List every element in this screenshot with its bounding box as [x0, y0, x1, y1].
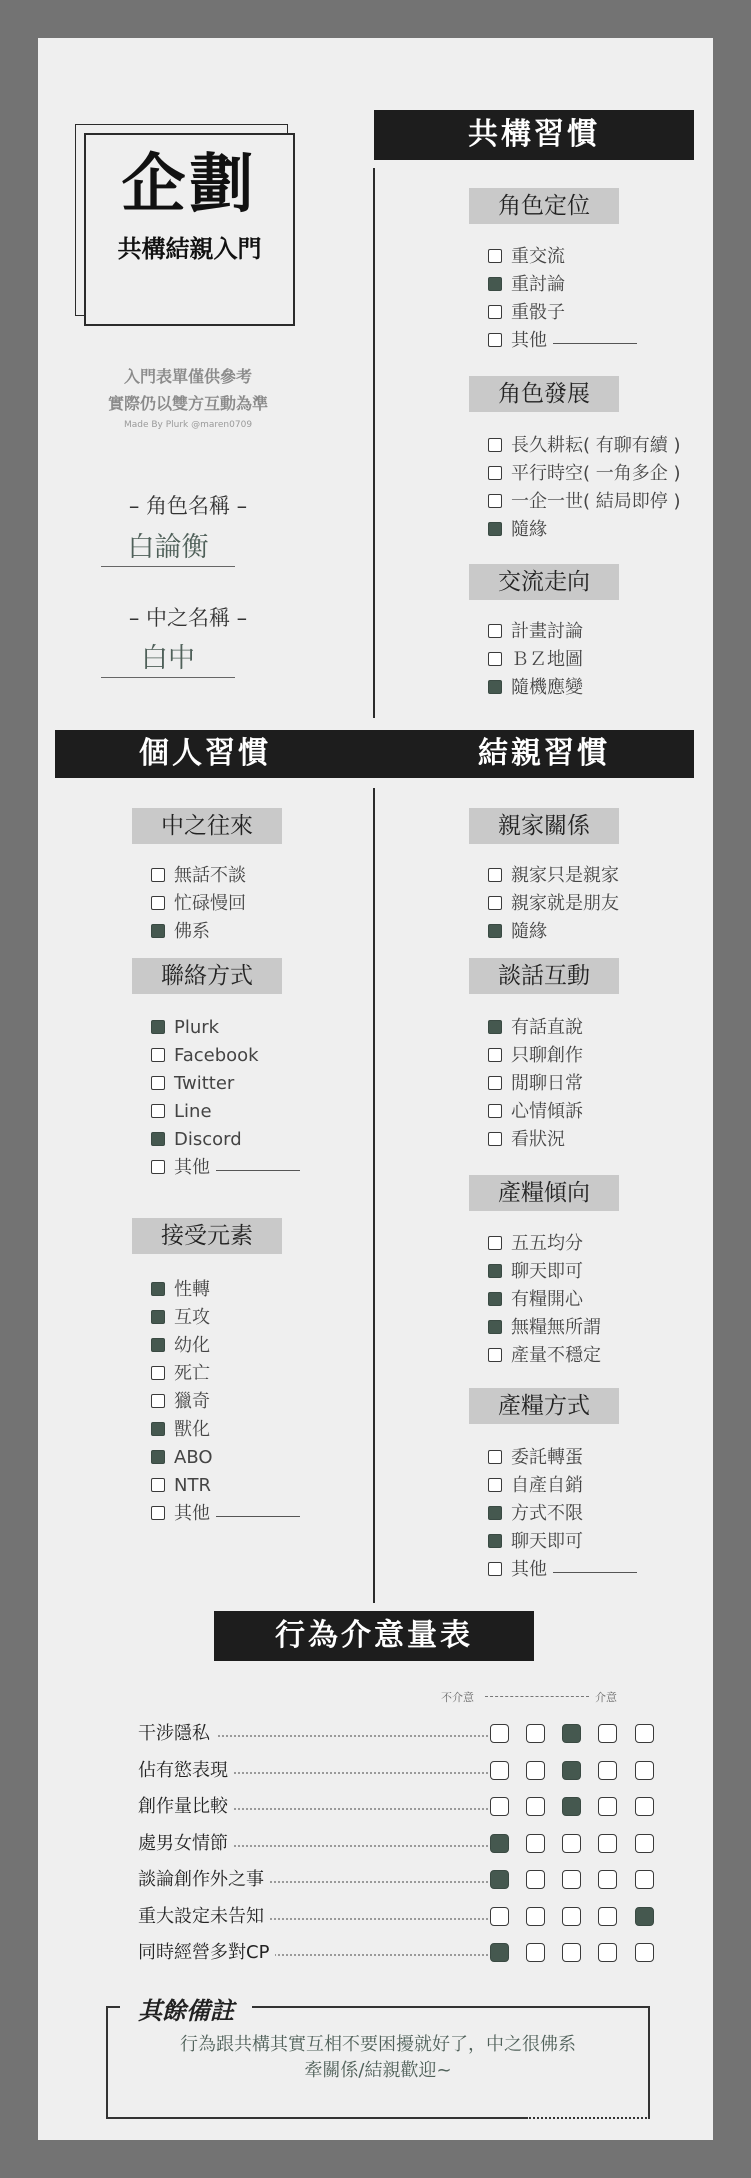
checkbox[interactable] [151, 868, 165, 882]
scale-box-3[interactable] [562, 1943, 581, 1962]
checkbox[interactable] [488, 1348, 502, 1362]
checkbox[interactable] [488, 680, 502, 694]
option-label: 平行時空( 一角多企 ) [511, 463, 681, 484]
option-interaction-direction[interactable] [488, 648, 583, 672]
checkbox[interactable] [151, 1076, 165, 1090]
scale-row [138, 1830, 658, 1858]
scale-box-2[interactable] [526, 1724, 545, 1743]
option-conversation[interactable] [488, 1016, 583, 1040]
option-accepted-elements[interactable] [151, 1362, 210, 1386]
scale-row [138, 1720, 658, 1748]
scale-row [138, 1757, 658, 1785]
option-contact-method[interactable] [151, 1072, 234, 1096]
checkbox[interactable] [488, 305, 502, 319]
option-label: 心情傾訴 [511, 1101, 583, 1122]
checkbox[interactable] [488, 1320, 502, 1334]
option-label: 五五均分 [511, 1233, 583, 1254]
section-interaction-direction: 交流走向 [469, 564, 619, 600]
scale-box-1[interactable] [490, 1870, 509, 1889]
option-label: 重交流 [511, 246, 565, 267]
option-label: 隨緣 [511, 921, 547, 942]
option-conversation[interactable] [488, 1044, 583, 1068]
scale-row-label: 重大設定未告知 [138, 1903, 270, 1931]
remarks-top-left-rule [106, 2006, 120, 2008]
option-contact-method[interactable] [151, 1128, 242, 1152]
checkbox[interactable] [488, 1562, 502, 1576]
option-label: 其他 [511, 1559, 547, 1580]
logo-subtitle: 共構結親入門 [117, 235, 262, 263]
scale-box-3[interactable] [562, 1797, 581, 1816]
checkbox[interactable] [488, 896, 502, 910]
note-line-1: 入門表單僅供參考 [123, 367, 252, 386]
scale-row-label: 處男女情節 [138, 1830, 234, 1858]
section-output-tendency: 產糧傾向 [469, 1175, 619, 1211]
remarks-bottom-rule [106, 2117, 526, 2119]
scale-box-1[interactable] [490, 1943, 509, 1962]
scale-box-3[interactable] [562, 1907, 581, 1926]
checkbox[interactable] [151, 1132, 165, 1146]
scale-box-4[interactable] [598, 1943, 617, 1962]
scale-box-4[interactable] [598, 1724, 617, 1743]
option-label: 幼化 [174, 1335, 210, 1356]
checkbox[interactable] [488, 333, 502, 347]
option-role-development[interactable] [488, 434, 681, 458]
option-label: 佛系 [174, 921, 210, 942]
option-role-position[interactable] [488, 329, 637, 353]
option-conversation[interactable] [488, 1072, 583, 1096]
option-accepted-elements[interactable] [151, 1334, 210, 1358]
option-conversation[interactable] [488, 1128, 565, 1152]
checkbox[interactable] [488, 1020, 502, 1034]
scale-box-5[interactable] [635, 1797, 654, 1816]
option-label: 產量不穩定 [511, 1345, 601, 1366]
checkbox[interactable] [488, 438, 502, 452]
remarks-line-2: 牽關係/結親歡迎~ [304, 2060, 452, 2081]
personal-header: 個人習慣 [139, 736, 271, 771]
scale-legend-left: 不介意 [441, 1691, 474, 1704]
scale-box-2[interactable] [526, 1907, 545, 1926]
scale-row [138, 1903, 658, 1931]
form-sheet [38, 38, 713, 2140]
scale-box-1[interactable] [490, 1761, 509, 1780]
option-label: 看狀況 [511, 1129, 565, 1150]
option-label: ABO [174, 1447, 213, 1468]
option-role-position[interactable] [488, 273, 565, 297]
option-conversation[interactable] [488, 1100, 583, 1124]
option-label: 親家只是親家 [511, 865, 619, 886]
scale-box-3[interactable] [562, 1834, 581, 1853]
scale-box-1[interactable] [490, 1724, 509, 1743]
option-label: 聊天即可 [511, 1261, 583, 1282]
section-player-contact: 中之往來 [132, 808, 282, 844]
option-label: 獸化 [174, 1419, 210, 1440]
fill-in-blank[interactable] [553, 343, 637, 344]
scale-legend-dash [485, 1696, 589, 1697]
checkbox[interactable] [151, 1282, 165, 1296]
option-label: 有糧開心 [511, 1289, 583, 1310]
option-label: 只聊創作 [511, 1045, 583, 1066]
scale-box-5[interactable] [635, 1870, 654, 1889]
option-label: NTR [174, 1475, 211, 1496]
checkbox[interactable] [151, 1020, 165, 1034]
scale-box-2[interactable] [526, 1797, 545, 1816]
checkbox[interactable] [151, 1338, 165, 1352]
checkbox[interactable] [488, 1478, 502, 1492]
scale-row-label: 同時經營多對CP [138, 1939, 275, 1967]
option-output-tendency[interactable] [488, 1316, 601, 1340]
option-label: 閒聊日常 [511, 1073, 583, 1094]
option-label: 有話直說 [511, 1017, 583, 1038]
scale-box-3[interactable] [562, 1761, 581, 1780]
option-contact-method[interactable] [151, 1156, 300, 1180]
scale-box-2[interactable] [526, 1761, 545, 1780]
option-label: 性轉 [174, 1279, 210, 1300]
checkbox[interactable] [488, 277, 502, 291]
option-output-method[interactable] [488, 1502, 583, 1526]
checkbox[interactable] [151, 1478, 165, 1492]
option-label: 獵奇 [174, 1391, 210, 1412]
scale-box-2[interactable] [526, 1834, 545, 1853]
option-label: Twitter [174, 1073, 235, 1094]
checkbox[interactable] [151, 896, 165, 910]
option-label: 重骰子 [511, 302, 565, 323]
option-label: 長久耕耘( 有聊有續 ) [511, 435, 681, 456]
option-player-contact[interactable] [151, 892, 246, 916]
option-accepted-elements[interactable] [151, 1278, 210, 1302]
player-name-label: – 中之名稱 – [128, 606, 248, 630]
option-label: 忙碌慢回 [174, 893, 246, 914]
kinship-header: 結親習慣 [478, 736, 610, 771]
checkbox[interactable] [488, 494, 502, 508]
scale-legend [441, 1689, 625, 1705]
option-role-development[interactable] [488, 490, 681, 514]
option-interaction-direction[interactable] [488, 676, 583, 700]
option-label: 方式不限 [511, 1503, 583, 1524]
scale-box-5[interactable] [635, 1907, 654, 1926]
section-role-development: 角色發展 [469, 376, 619, 412]
option-label: 死亡 [174, 1363, 210, 1384]
fill-in-blank[interactable] [553, 1572, 637, 1573]
checkbox[interactable] [488, 249, 502, 263]
option-label: 隨機應變 [511, 677, 583, 698]
scale-box-2[interactable] [526, 1943, 545, 1962]
remarks-title: 其餘備註 [134, 1991, 238, 2026]
checkbox[interactable] [488, 924, 502, 938]
option-output-tendency[interactable] [488, 1344, 601, 1368]
option-role-development[interactable] [488, 518, 547, 542]
scale-box-2[interactable] [526, 1870, 545, 1889]
option-label: 委託轉蛋 [511, 1447, 583, 1468]
option-accepted-elements[interactable] [151, 1306, 210, 1330]
checkbox[interactable] [488, 1292, 502, 1306]
section-kin-relation: 親家關係 [469, 808, 619, 844]
option-label: 互攻 [174, 1307, 210, 1328]
option-label: 計畫討論 [511, 621, 583, 642]
scale-row-label: 干涉隱私 [138, 1720, 216, 1748]
checkbox[interactable] [151, 924, 165, 938]
checkbox[interactable] [488, 466, 502, 480]
option-label: Plurk [174, 1017, 220, 1038]
scale-header: 行為介意量表 [214, 1611, 534, 1661]
section-output-method: 產糧方式 [469, 1388, 619, 1424]
section-contact-method: 聯絡方式 [132, 958, 282, 994]
option-label: Facebook [174, 1045, 259, 1066]
scale-row [138, 1939, 658, 1967]
option-label: ＢＺ地圖 [511, 649, 583, 670]
scale-row-label: 創作量比較 [138, 1793, 234, 1821]
option-accepted-elements[interactable] [151, 1502, 300, 1526]
checkbox[interactable] [488, 522, 502, 536]
section-conversation: 談話互動 [469, 958, 619, 994]
note-line-2: 實際仍以雙方互動為準 [107, 394, 268, 413]
checkbox[interactable] [151, 1450, 165, 1464]
scale-legend-right: 介意 [595, 1691, 617, 1704]
scale-box-5[interactable] [635, 1724, 654, 1743]
scale-box-1[interactable] [490, 1834, 509, 1853]
checkbox[interactable] [488, 624, 502, 638]
option-output-method[interactable] [488, 1474, 583, 1498]
option-output-tendency[interactable] [488, 1260, 583, 1284]
cooperative-header: 共構習慣 [374, 110, 694, 160]
option-interaction-direction[interactable] [488, 620, 583, 644]
option-label: 其他 [174, 1503, 210, 1524]
option-contact-method[interactable] [151, 1016, 219, 1040]
fill-in-blank[interactable] [216, 1516, 300, 1517]
scale-row-label: 佔有慾表現 [138, 1757, 234, 1785]
checkbox[interactable] [151, 1366, 165, 1380]
option-accepted-elements[interactable] [151, 1418, 210, 1442]
remarks-line-1: 行為跟共構其實互相不要困擾就好了，中之很佛系 [180, 2034, 576, 2055]
option-label: 其他 [174, 1157, 210, 1178]
option-role-position[interactable] [488, 245, 565, 269]
checkbox[interactable] [151, 1422, 165, 1436]
section-accepted-elements: 接受元素 [132, 1218, 282, 1254]
checkbox[interactable] [488, 1264, 502, 1278]
option-output-method[interactable] [488, 1530, 583, 1554]
scale-row [138, 1866, 658, 1894]
scale-box-5[interactable] [635, 1834, 654, 1853]
credit: Made By Plurk @maren0709 [123, 420, 253, 430]
option-label: 隨緣 [511, 519, 547, 540]
logo-title: 企劃 [121, 148, 258, 222]
option-output-tendency[interactable] [488, 1288, 583, 1312]
scale-row-label: 談論創作外之事 [138, 1866, 270, 1894]
option-kin-relation[interactable] [488, 920, 547, 944]
scale-box-1[interactable] [490, 1797, 509, 1816]
option-label: 重討論 [511, 274, 565, 295]
option-label: Line [174, 1101, 212, 1122]
fill-in-blank[interactable] [216, 1170, 300, 1171]
checkbox[interactable] [151, 1506, 165, 1520]
checkbox[interactable] [488, 1076, 502, 1090]
divider-middle [373, 788, 375, 1603]
option-contact-method[interactable] [151, 1100, 212, 1124]
checkbox[interactable] [488, 1048, 502, 1062]
scale-box-5[interactable] [635, 1943, 654, 1962]
option-output-tendency[interactable] [488, 1232, 583, 1256]
checkbox[interactable] [151, 1048, 165, 1062]
scale-box-5[interactable] [635, 1761, 654, 1780]
checkbox[interactable] [488, 1236, 502, 1250]
player-name-value: 白中 [101, 636, 235, 678]
option-label: 一企一世( 結局即停 ) [511, 491, 681, 512]
scale-row [138, 1793, 658, 1821]
option-output-method[interactable] [488, 1446, 583, 1470]
option-label: 無話不談 [174, 865, 246, 886]
scale-box-4[interactable] [598, 1797, 617, 1816]
option-label: Discord [174, 1129, 242, 1150]
option-label: 親家就是朋友 [511, 893, 619, 914]
option-accepted-elements[interactable] [151, 1390, 210, 1414]
logo [75, 124, 295, 324]
remarks-top-right-rule [252, 2006, 650, 2008]
checkbox[interactable] [151, 1104, 165, 1118]
scale-box-4[interactable] [598, 1907, 617, 1926]
option-player-contact[interactable] [151, 920, 210, 944]
option-contact-method[interactable] [151, 1044, 259, 1068]
scale-box-3[interactable] [562, 1870, 581, 1889]
checkbox[interactable] [488, 1132, 502, 1146]
checkbox[interactable] [488, 1104, 502, 1118]
option-player-contact[interactable] [151, 864, 246, 888]
checkbox[interactable] [488, 1506, 502, 1520]
role-name-value: 白論衡 [101, 525, 235, 567]
checkbox[interactable] [151, 1160, 165, 1174]
option-accepted-elements[interactable] [151, 1474, 211, 1498]
checkbox[interactable] [151, 1394, 165, 1408]
checkbox[interactable] [488, 652, 502, 666]
option-kin-relation[interactable] [488, 864, 619, 888]
option-label: 無糧無所謂 [511, 1317, 601, 1338]
option-role-development[interactable] [488, 462, 681, 486]
remarks-bottom-dots [526, 2117, 650, 2119]
option-label: 聊天即可 [511, 1531, 583, 1552]
option-label: 其他 [511, 330, 547, 351]
option-output-method[interactable] [488, 1558, 637, 1582]
section-role-position: 角色定位 [469, 188, 619, 224]
scale-box-4[interactable] [598, 1834, 617, 1853]
divider-top [373, 168, 375, 718]
checkbox[interactable] [488, 868, 502, 882]
option-role-position[interactable] [488, 301, 565, 325]
option-kin-relation[interactable] [488, 892, 619, 916]
scale-box-1[interactable] [490, 1907, 509, 1926]
checkbox[interactable] [151, 1310, 165, 1324]
checkbox[interactable] [488, 1450, 502, 1464]
checkbox[interactable] [488, 1534, 502, 1548]
option-label: 自產自銷 [511, 1475, 583, 1496]
option-accepted-elements[interactable] [151, 1446, 213, 1470]
role-name-label: – 角色名稱 – [128, 494, 248, 518]
scale-box-3[interactable] [562, 1724, 581, 1743]
scale-box-4[interactable] [598, 1761, 617, 1780]
scale-box-4[interactable] [598, 1870, 617, 1889]
